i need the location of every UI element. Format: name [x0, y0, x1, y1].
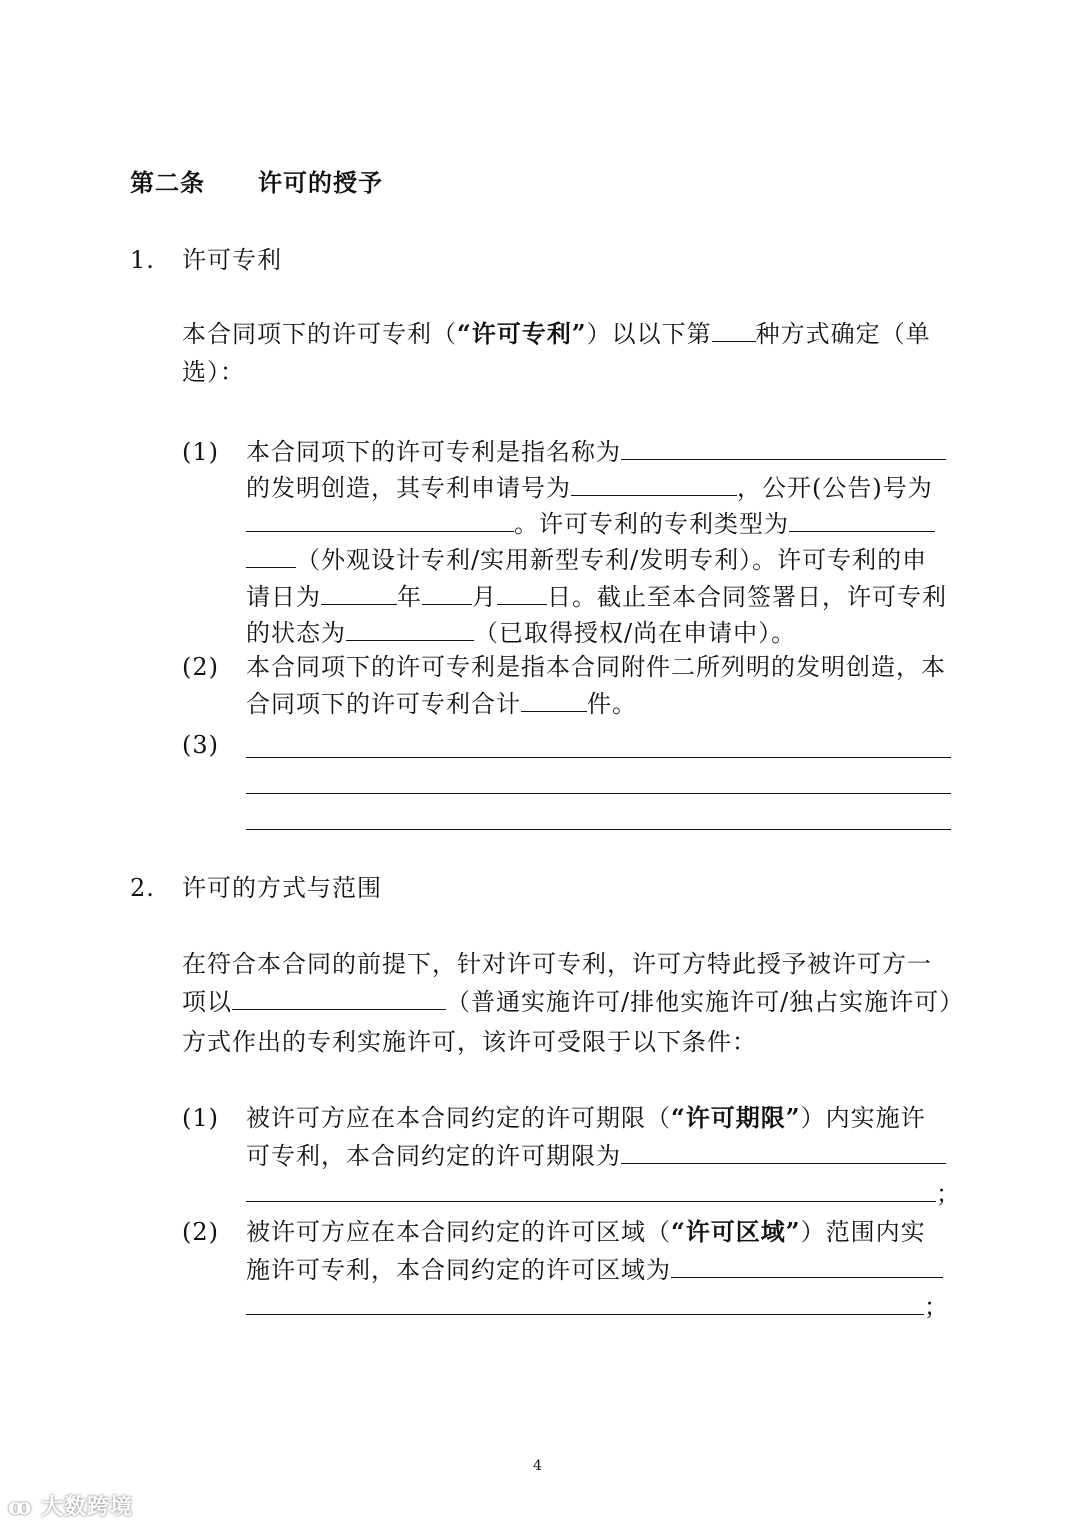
- section-2-title: 许可的方式与范围: [182, 874, 382, 902]
- blank-field[interactable]: [422, 580, 472, 605]
- blank-field[interactable]: [232, 985, 446, 1010]
- blank-field[interactable]: [246, 507, 514, 532]
- blank-field[interactable]: [497, 580, 547, 605]
- paragraph: 方式作出的专利实施许可，该许可受限于以下条件：: [182, 1028, 757, 1056]
- item-text: 施许可专利，本合同约定的许可区域为: [246, 1253, 943, 1287]
- blank-field[interactable]: [671, 1253, 943, 1278]
- item-label: (3): [182, 731, 219, 759]
- item-text: ；: [246, 1290, 949, 1324]
- blank-field[interactable]: [246, 1290, 924, 1315]
- item-text: （外观设计专利/实用新型专利/发明专利）。许可专利的申: [246, 543, 927, 577]
- item-text: 本合同项下的许可专利是指名称为: [246, 435, 946, 469]
- section-1-intro-cont: 选）：: [182, 358, 245, 386]
- blank-field[interactable]: [246, 543, 296, 568]
- blank-field[interactable]: [621, 1139, 946, 1164]
- item-text: 合同项下的许可专利合计 件。: [246, 687, 637, 721]
- item-text: 被许可方应在本合同约定的许可期限（“许可期限”）内实施许: [246, 1103, 926, 1132]
- item-label: (2): [182, 653, 219, 681]
- page-number: 4: [533, 1458, 542, 1474]
- blank-field[interactable]: [246, 1177, 936, 1202]
- item-label: (2): [182, 1218, 219, 1246]
- item-text: 本合同项下的许可专利是指本合同附件二所列明的发明创造，本: [246, 653, 946, 681]
- section-1-intro: 本合同项下的许可专利（“许可专利”）以以下第 种方式确定（单: [182, 319, 931, 348]
- blank-field[interactable]: [621, 435, 946, 460]
- item-text: 的状态为 （已取得授权/尚在申请中）。: [246, 616, 796, 650]
- blank-field[interactable]: [571, 471, 737, 496]
- watermark-logo: ꝏ 大数跨境: [8, 1494, 133, 1520]
- blank-field[interactable]: [521, 687, 587, 712]
- item-text: 可专利，本合同约定的许可期限为: [246, 1139, 946, 1173]
- logo-icon: ꝏ: [8, 1494, 41, 1520]
- section-2-number: 2.: [130, 874, 155, 902]
- item-label: (1): [182, 1104, 219, 1132]
- paragraph: 项以 （普通实施许可/排他实施许可/独占实施许可）: [182, 985, 964, 1019]
- blank-field[interactable]: [346, 616, 474, 641]
- blank-field[interactable]: [789, 507, 935, 532]
- blank-line[interactable]: [246, 793, 951, 794]
- item-text: ；: [246, 1177, 961, 1211]
- paragraph: 在符合本合同的前提下，针对许可专利，许可方特此授予被许可方一: [182, 950, 932, 978]
- blank-field[interactable]: [712, 317, 756, 342]
- item-label: (1): [182, 438, 219, 466]
- section-1-number: 1.: [130, 246, 155, 274]
- section-1-title: 许可专利: [182, 246, 282, 274]
- blank-line[interactable]: [246, 757, 951, 758]
- article-title: 许可的授予: [258, 168, 383, 197]
- item-text: 请日为 年 月 日。截止至本合同签署日，许可专利: [246, 580, 947, 614]
- item-text: 的发明创造，其专利申请号为 ，公开(公告)号为: [246, 471, 933, 505]
- article-number: 第二条: [130, 168, 205, 197]
- blank-field[interactable]: [321, 580, 397, 605]
- item-text: 被许可方应在本合同约定的许可区域（“许可区域”）范围内实: [246, 1217, 926, 1246]
- blank-line[interactable]: [246, 829, 951, 830]
- item-text: 。许可专利的专利类型为: [246, 507, 935, 541]
